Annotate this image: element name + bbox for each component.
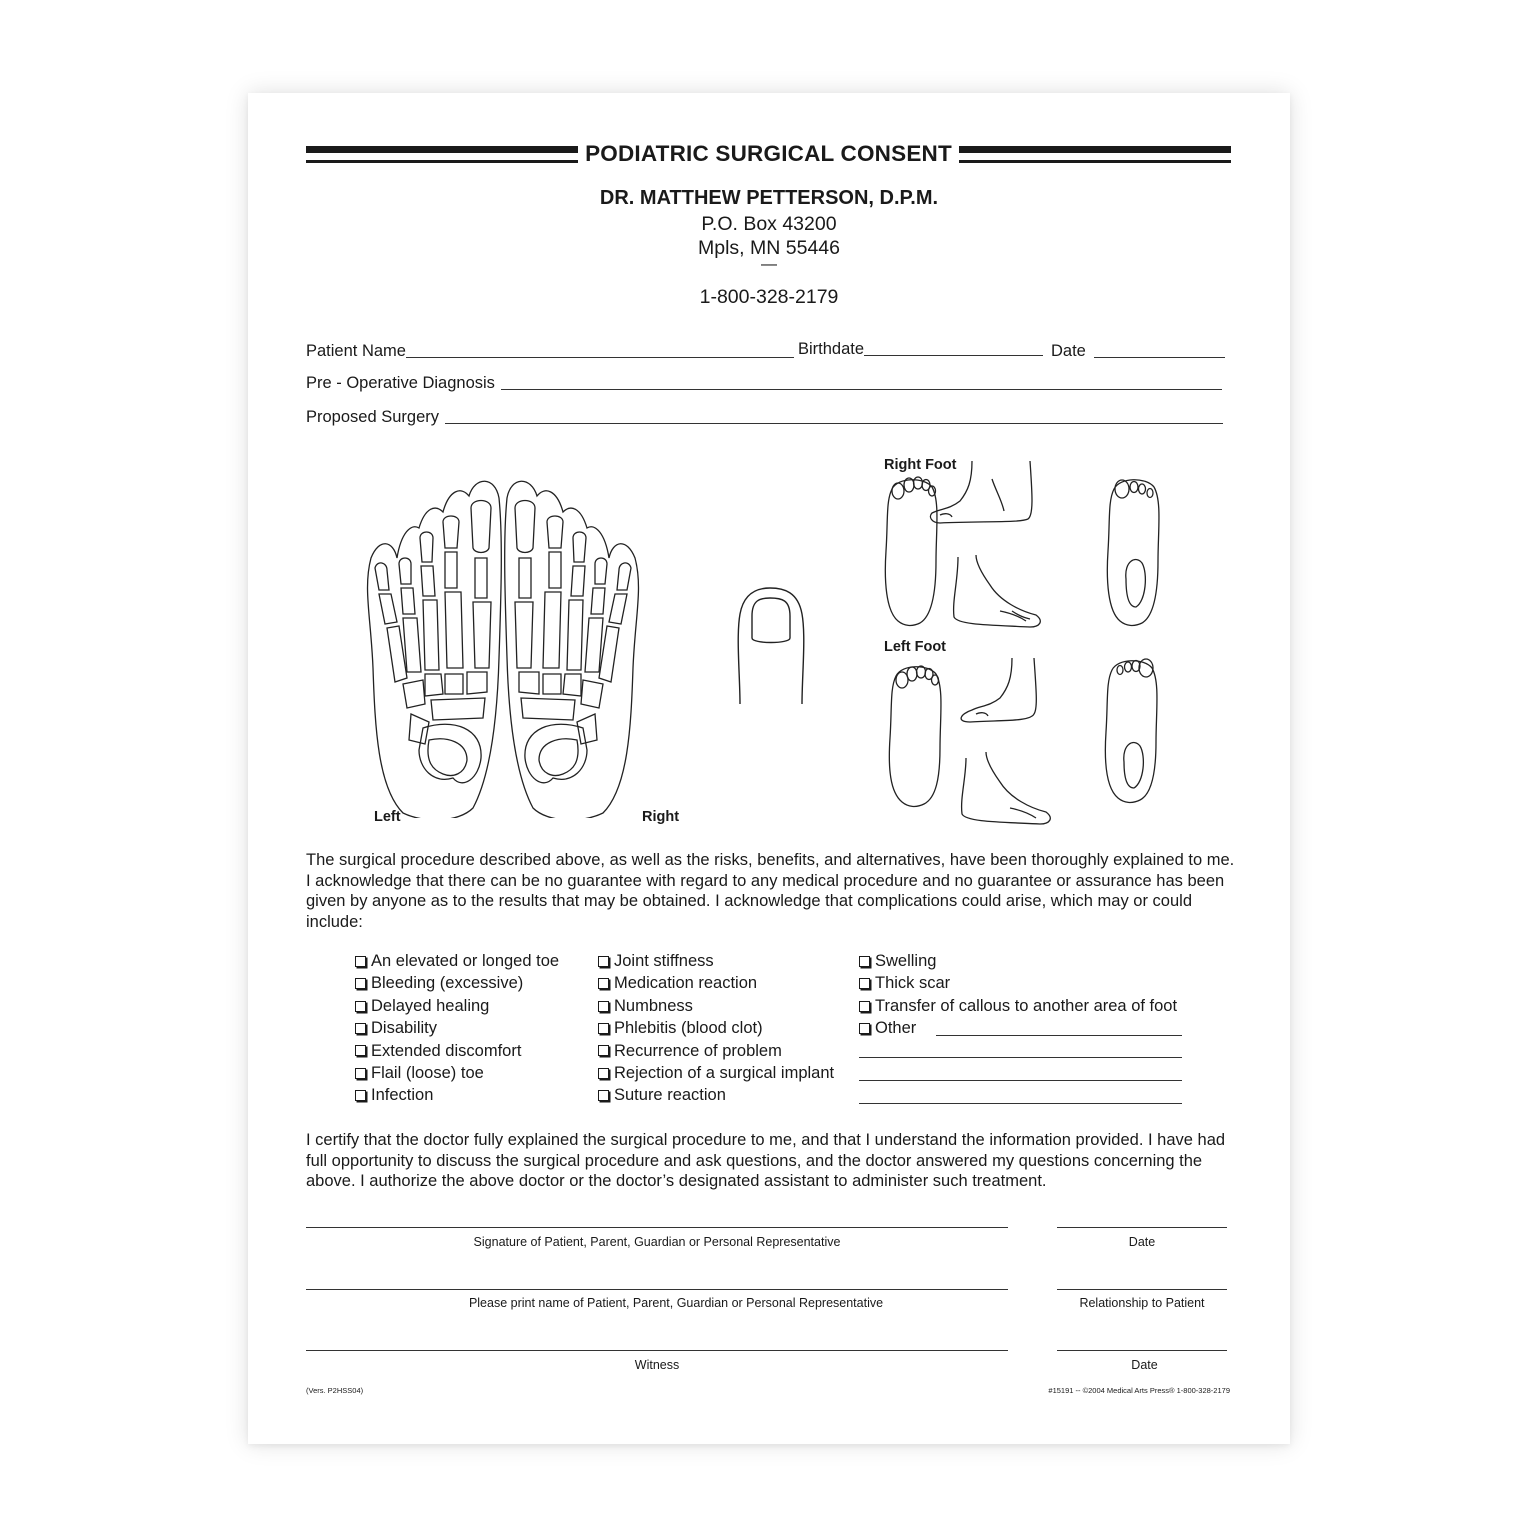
checkbox[interactable]: [859, 978, 870, 989]
other-line-4[interactable]: [859, 1103, 1182, 1104]
complications-column-1: [355, 950, 559, 1107]
checkbox[interactable]: [355, 978, 366, 989]
complication-label: Rejection of a surgical implant: [614, 1064, 835, 1083]
checkbox[interactable]: [859, 1023, 870, 1034]
complication-label: Flail (loose) toe: [371, 1064, 484, 1083]
complication-label: Medication reaction: [614, 974, 758, 993]
relationship-line[interactable]: [1057, 1289, 1227, 1290]
checkbox[interactable]: [598, 978, 609, 989]
signature-date-line[interactable]: [1057, 1227, 1227, 1228]
complication-item[interactable]: [859, 950, 1177, 972]
checkbox[interactable]: [355, 1068, 366, 1079]
other-line-3[interactable]: [859, 1080, 1182, 1081]
title-bar: [306, 137, 1231, 171]
complication-item[interactable]: [598, 1062, 834, 1084]
phone-number: 1-800-328-2179: [699, 286, 839, 308]
address-line-1: P.O. Box 43200: [701, 213, 837, 235]
print-name-line[interactable]: [306, 1289, 1008, 1290]
print-name-label: Please print name of Patient, Parent, Guardian or Personal Representative: [468, 1296, 884, 1310]
date-line[interactable]: [1094, 356, 1225, 358]
complication-label: Infection: [371, 1086, 434, 1105]
complication-item[interactable]: [598, 995, 834, 1017]
pre-op-diagnosis-label: Pre - Operative Diagnosis: [306, 374, 495, 392]
disclosure-paragraph: The surgical procedure described above, as well as the risks, benefits, and alternatives, have been thoroughly explained to me. I acknowledge that there can be no guarantee with regard to any medical procedure and no guarantee or assurance has been given by anyone as to the results that may be obtained. I acknowledge that complications could arise, which may or could include:: [306, 851, 1235, 931]
complication-item[interactable]: [598, 1017, 834, 1039]
right-skeleton-label: Right: [642, 809, 680, 825]
checkbox[interactable]: [355, 956, 366, 967]
title-rule-right: [959, 146, 1231, 163]
signature-label: Signature of Patient, Parent, Guardian or Personal Representative: [473, 1235, 841, 1249]
header-separator: —: [761, 256, 777, 273]
witness-date-label: Date: [1131, 1358, 1158, 1372]
witness-line[interactable]: [306, 1350, 1008, 1351]
other-line[interactable]: [936, 1035, 1182, 1036]
proposed-surgery-line[interactable]: [445, 422, 1223, 424]
complication-label: Swelling: [875, 952, 937, 970]
left-foot-views: [880, 658, 1180, 828]
complication-item[interactable]: [355, 995, 559, 1017]
checkbox[interactable]: [598, 956, 609, 967]
complication-label: Suture reaction: [614, 1086, 726, 1105]
other-line-2[interactable]: [859, 1057, 1182, 1058]
complication-item[interactable]: [355, 1017, 559, 1039]
complication-label: Thick scar: [875, 974, 951, 993]
patient-name-line[interactable]: [406, 356, 794, 358]
checkbox[interactable]: [355, 1001, 366, 1012]
title-rule-left: [306, 146, 578, 163]
proposed-surgery-label: Proposed Surgery: [306, 408, 439, 426]
skeletal-feet-diagram: [363, 478, 643, 818]
witness-date-line[interactable]: [1057, 1350, 1227, 1351]
form-title: PODIATRIC SURGICAL CONSENT: [585, 141, 952, 166]
complication-item[interactable]: [355, 1062, 559, 1084]
consent-form-page: [248, 93, 1290, 1444]
complication-label: An elevated or longed toe: [371, 952, 560, 970]
checkbox[interactable]: [859, 956, 870, 967]
left-foot-label: Left Foot: [884, 639, 947, 655]
doctor-name: DR. MATTHEW PETTERSON, D.P.M.: [599, 187, 939, 209]
checkbox[interactable]: [598, 1045, 609, 1056]
relationship-label: Relationship to Patient: [1079, 1296, 1205, 1310]
checkbox[interactable]: [355, 1045, 366, 1056]
pre-op-diagnosis-line[interactable]: [501, 388, 1222, 390]
proposed-surgery-field[interactable]: [306, 408, 1223, 427]
complication-item[interactable]: [355, 972, 559, 994]
checkbox[interactable]: [598, 1023, 609, 1034]
complication-item[interactable]: [355, 950, 559, 972]
checkbox[interactable]: [598, 1001, 609, 1012]
complication-item[interactable]: [598, 1084, 834, 1106]
checkbox[interactable]: [598, 1090, 609, 1101]
complication-label: Numbness: [614, 996, 693, 1015]
complication-item[interactable]: [859, 972, 1177, 994]
complication-item[interactable]: [355, 1084, 559, 1106]
complication-item[interactable]: [598, 950, 834, 972]
address-line-2: Mpls, MN 55446: [698, 237, 840, 259]
complication-item[interactable]: [598, 1040, 834, 1062]
toenail-diagram: [736, 586, 806, 706]
version-code: (Vers. P2HSS04): [306, 1386, 364, 1395]
birthdate-line[interactable]: [864, 354, 1043, 356]
patient-name-field[interactable]: [306, 342, 794, 361]
complication-item[interactable]: [859, 995, 1177, 1017]
right-foot-label: Right Foot: [884, 457, 957, 473]
right-foot-views: [880, 461, 1180, 631]
signature-date-label: Date: [1128, 1235, 1156, 1249]
certification-paragraph: I certify that the doctor fully explained the surgical procedure to me, and that I understand the information provided. I have had full opportunity to discuss the surgical procedure and ask questions, and the doctor answered my questions concerning the above. I authorize the above doctor or the doctor’s designated assistant to administer such treatment.: [306, 1131, 1226, 1190]
birthdate-label: Birthdate: [798, 340, 865, 358]
complication-item[interactable]: [859, 1017, 1177, 1039]
complication-label: Recurrence of problem: [614, 1041, 782, 1060]
pre-op-diagnosis-field[interactable]: [306, 374, 1222, 393]
checkbox[interactable]: [355, 1090, 366, 1101]
birthdate-field[interactable]: [798, 340, 1043, 359]
left-skeleton-label: Left: [374, 809, 401, 825]
date-label: Date: [1051, 342, 1086, 360]
copyright-notice: #15191 -- ©2004 Medical Arts Press® 1-800-328-2179: [1048, 1386, 1230, 1395]
complications-column-2: [598, 950, 834, 1107]
complication-label: Joint stiffness: [614, 952, 714, 970]
complications-column-3: [859, 950, 1177, 1040]
complication-label: Phlebitis (blood clot): [614, 1019, 763, 1038]
signature-line[interactable]: [306, 1227, 1008, 1228]
checkbox[interactable]: [859, 1001, 870, 1012]
complication-item[interactable]: [355, 1040, 559, 1062]
witness-label: Witness: [634, 1358, 680, 1372]
checkbox[interactable]: [598, 1068, 609, 1079]
date-field[interactable]: [1051, 342, 1225, 361]
patient-name-label: Patient Name: [306, 342, 406, 360]
complication-label: Transfer of callous to another area of foot: [875, 996, 1178, 1015]
complication-item[interactable]: [598, 972, 834, 994]
checkbox[interactable]: [355, 1023, 366, 1034]
complication-label: Disability: [371, 1019, 438, 1038]
complication-label: Bleeding (excessive): [371, 974, 524, 993]
complication-label: Delayed healing: [371, 996, 490, 1015]
complication-label: Extended discomfort: [371, 1041, 522, 1060]
complication-label: Other: [875, 1019, 917, 1038]
